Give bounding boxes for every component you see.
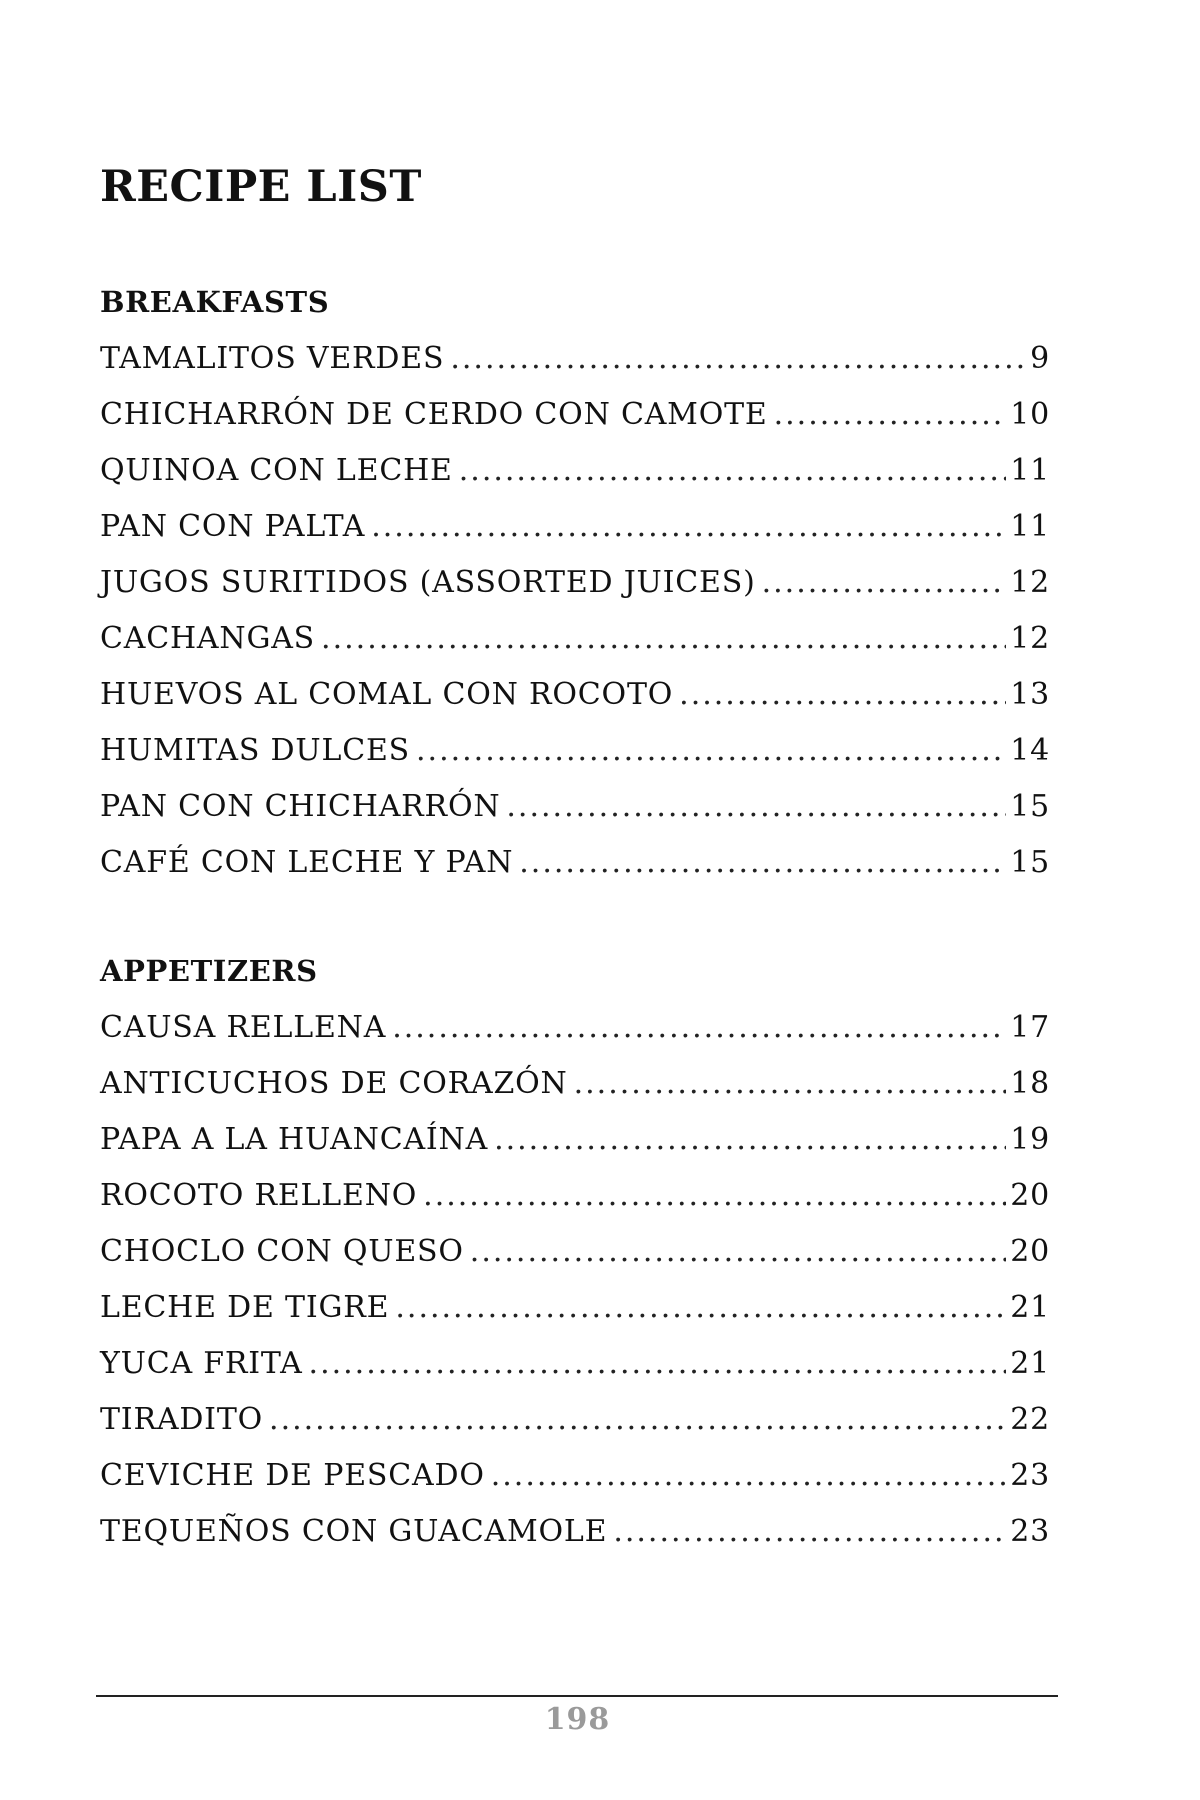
entry-title: PAN CON PALTA [100, 509, 366, 544]
dot-leader [459, 443, 1006, 499]
toc-entry[interactable] [100, 1056, 1050, 1112]
dot-leader [470, 1224, 1006, 1280]
dot-leader [321, 611, 1006, 667]
dot-leader [416, 723, 1006, 779]
toc-entry[interactable] [100, 723, 1050, 779]
toc-entry[interactable] [100, 1336, 1050, 1392]
entry-title: HUEVOS AL COMAL CON ROCOTO [100, 677, 674, 712]
toc-entry[interactable] [100, 779, 1050, 835]
entry-page: 10 [1010, 397, 1050, 432]
entry-title: YUCA FRITA [100, 1346, 303, 1381]
entry-page: 17 [1010, 1010, 1050, 1045]
entry-page: 12 [1010, 565, 1050, 600]
section-breakfasts [100, 281, 1050, 891]
dot-leader [371, 499, 1006, 555]
entry-page: 21 [1010, 1346, 1050, 1381]
entry-title: ROCOTO RELLENO [100, 1178, 418, 1213]
toc-entry[interactable] [100, 1448, 1050, 1504]
entry-title: PAN CON CHICHARRÓN [100, 789, 501, 824]
entry-title: TIRADITO [100, 1402, 264, 1437]
entry-title: CHICHARRÓN DE CERDO CON CAMOTE [100, 397, 768, 432]
toc-entry[interactable] [100, 555, 1050, 611]
section-heading: APPETIZERS [100, 954, 318, 988]
entry-title: ANTICUCHOS DE CORAZÓN [100, 1066, 568, 1101]
entry-title: JUGOS SURITIDOS (ASSORTED JUICES) [100, 565, 756, 600]
entry-page: 15 [1010, 789, 1050, 824]
toc-entry[interactable] [100, 1224, 1050, 1280]
entry-title: CAFÉ CON LECHE Y PAN [100, 845, 514, 880]
entry-page: 11 [1010, 453, 1050, 488]
toc-entry[interactable] [100, 1168, 1050, 1224]
toc-entry[interactable] [100, 1112, 1050, 1168]
entry-title: HUMITAS DULCES [100, 733, 410, 768]
dot-leader [395, 1280, 1006, 1336]
entry-page: 9 [1030, 341, 1050, 376]
section-heading: BREAKFASTS [100, 285, 330, 319]
dot-leader [519, 835, 1006, 891]
entry-page: 20 [1010, 1178, 1050, 1213]
toc-list [100, 1000, 1050, 1560]
page-number: 198 [544, 1702, 611, 1737]
entry-title: CAUSA RELLENA [100, 1010, 387, 1045]
dot-leader [679, 667, 1006, 723]
entry-page: 22 [1010, 1402, 1050, 1437]
entry-title: LECHE DE TIGRE [100, 1290, 390, 1325]
footer-rule [96, 1695, 1058, 1697]
toc-entry[interactable] [100, 1504, 1050, 1560]
entry-title: TEQUEÑOS CON GUACAMOLE [100, 1514, 608, 1549]
dot-leader [494, 1112, 1006, 1168]
entry-page: 13 [1010, 677, 1050, 712]
section-appetizers [100, 950, 1050, 1560]
toc-entry[interactable] [100, 443, 1050, 499]
dot-leader [269, 1392, 1006, 1448]
dot-leader [762, 555, 1007, 611]
toc-entry[interactable] [100, 667, 1050, 723]
toc-entry[interactable] [100, 387, 1050, 443]
entry-title: QUINOA CON LECHE [100, 453, 453, 488]
dot-leader [491, 1448, 1007, 1504]
toc-list [100, 331, 1050, 891]
toc-entry[interactable] [100, 835, 1050, 891]
dot-leader [574, 1056, 1007, 1112]
entry-page: 19 [1010, 1122, 1050, 1157]
dot-leader [392, 1000, 1006, 1056]
entry-page: 15 [1010, 845, 1050, 880]
toc-entry[interactable] [100, 1280, 1050, 1336]
entry-page: 14 [1010, 733, 1050, 768]
entry-title: PAPA A LA HUANCAÍNA [100, 1122, 489, 1157]
entry-title: CACHANGAS [100, 621, 316, 656]
entry-page: 11 [1010, 509, 1050, 544]
dot-leader [613, 1504, 1006, 1560]
entry-page: 23 [1010, 1458, 1050, 1493]
dot-leader [506, 779, 1006, 835]
toc-entry[interactable] [100, 611, 1050, 667]
page-title: RECIPE LIST [100, 162, 422, 212]
entry-page: 21 [1010, 1290, 1050, 1325]
dot-leader [450, 331, 1026, 387]
entry-title: CHOCLO CON QUESO [100, 1234, 464, 1269]
entry-page: 12 [1010, 621, 1050, 656]
entry-page: 18 [1010, 1066, 1050, 1101]
toc-entry[interactable] [100, 1000, 1050, 1056]
toc-entry[interactable] [100, 1392, 1050, 1448]
dot-leader [774, 387, 1007, 443]
dot-leader [309, 1336, 1007, 1392]
entry-page: 20 [1010, 1234, 1050, 1269]
entry-page: 23 [1010, 1514, 1050, 1549]
entry-title: TAMALITOS VERDES [100, 341, 445, 376]
toc-entry[interactable] [100, 331, 1050, 387]
dot-leader [423, 1168, 1006, 1224]
toc-entry[interactable] [100, 499, 1050, 555]
entry-title: CEVICHE DE PESCADO [100, 1458, 485, 1493]
